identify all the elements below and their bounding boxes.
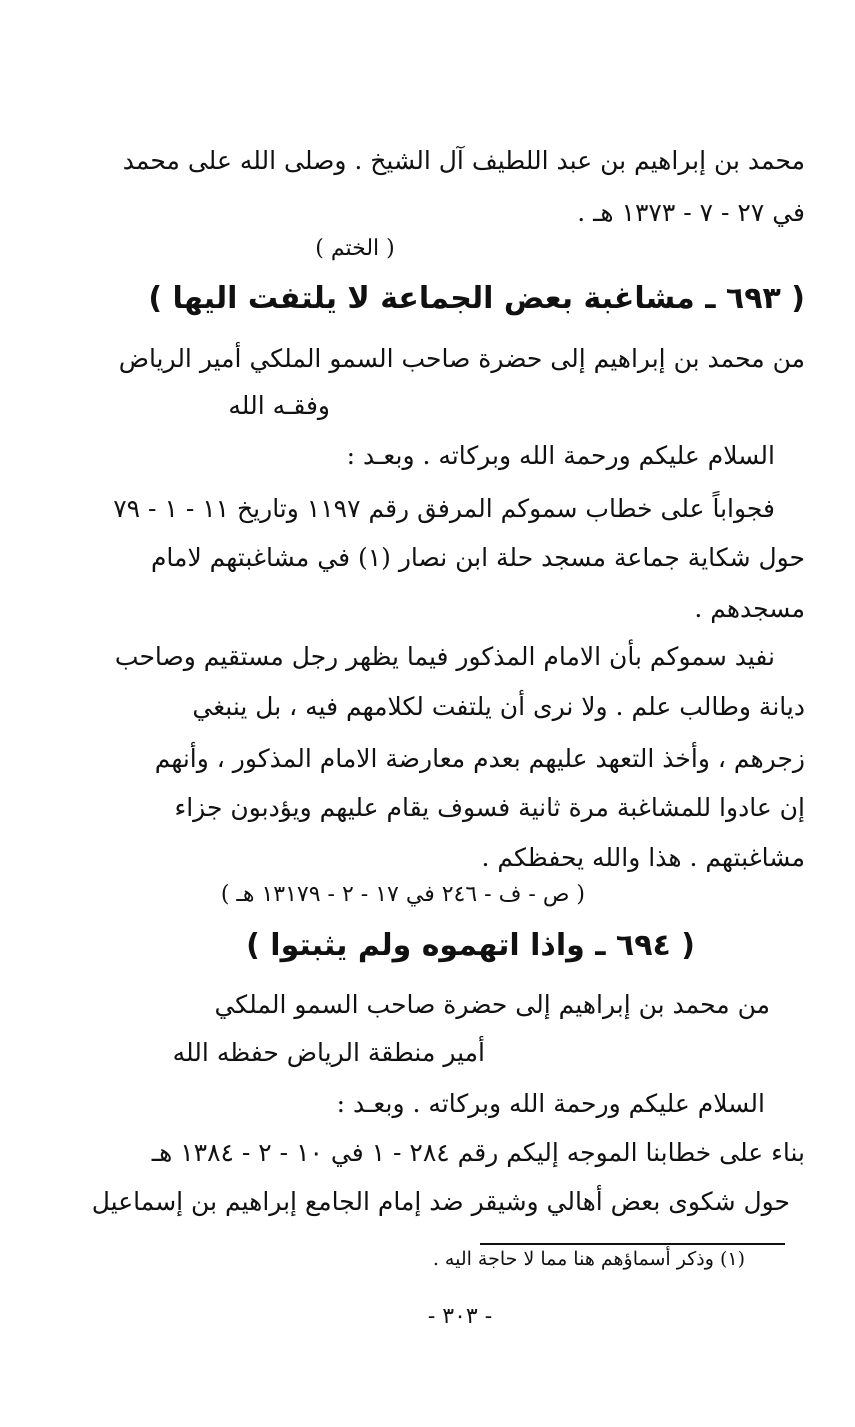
- body-line: ديانة وطالب علم . ولا نرى أن يلتفت لكلامهم فيه ، بل ينبغي: [192, 692, 805, 721]
- greeting-line: السلام عليكم ورحمة الله وبركاته . وبعـد :: [336, 1089, 765, 1118]
- body-line: نفيد سموكم بأن الامام المذكور فيما يظهر رجل مستقيم وصاحب: [114, 642, 775, 671]
- text-line: محمد بن إبراهيم بن عبد اللطيف آل الشيخ . وصلى الله على محمد: [122, 146, 805, 175]
- body-line: فجواباً على خطاب سموكم المرفق رقم ١١٩٧ وتاريخ ١١ - ١ - ٧٩: [113, 494, 775, 523]
- page-number: - ٣٠٣ -: [427, 1304, 493, 1329]
- body-line: مشاغبتهم . هذا والله يحفظكم .: [481, 843, 805, 872]
- address-line: من محمد بن إبراهيم إلى حضرة صاحب السمو الملكي أمير الرياض: [118, 344, 805, 373]
- seal-label: ( الختم ): [315, 236, 395, 261]
- section-title: ( ٦٩٤ ـ واذا اتهموه ولم يثبتوا ): [246, 928, 695, 963]
- text-line: في ٢٧ - ٧ - ١٣٧٣ هـ .: [577, 198, 805, 227]
- body-line: زجرهم ، وأخذ التعهد عليهم بعدم معارضة الامام المذكور ، وأنهم: [154, 744, 805, 773]
- body-line: إن عادوا للمشاغبة مرة ثانية فسوف يقام عليهم ويؤدبون جزاء: [174, 793, 805, 822]
- address-line: من محمد بن إبراهيم إلى حضرة صاحب السمو الملكي: [214, 990, 770, 1019]
- footnote-divider: [480, 1243, 785, 1245]
- footnote: (١) وذكر أسماؤهم هنا مما لا حاجة اليه .: [432, 1248, 745, 1270]
- reference-line: ( ص - ف - ٢٤٦ في ١٧ - ٢ - ١٣١٧٩ هـ ): [220, 882, 585, 907]
- greeting-line: السلام عليكم ورحمة الله وبركاته . وبعـد :: [346, 441, 775, 470]
- section-title: ( ٦٩٣ ـ مشاغبة بعض الجماعة لا يلتفت اليها ): [148, 281, 805, 316]
- body-line: بناء على خطابنا الموجه إليكم رقم ٢٨٤ - ١ في ١٠ - ٢ - ١٣٨٤ هـ: [151, 1138, 805, 1167]
- body-line: حول شكوى بعض أهالي وشيقر ضد إمام الجامع إبراهيم بن إسماعيل: [91, 1187, 790, 1216]
- address-line: وفقـه الله: [228, 391, 330, 420]
- address-line: أمير منطقة الرياض حفظه الله: [172, 1038, 485, 1067]
- body-line: مسجدهم .: [694, 594, 805, 623]
- body-line: حول شكاية جماعة مسجد حلة ابن نصار (١) في مشاغبتهم لامام: [150, 543, 805, 572]
